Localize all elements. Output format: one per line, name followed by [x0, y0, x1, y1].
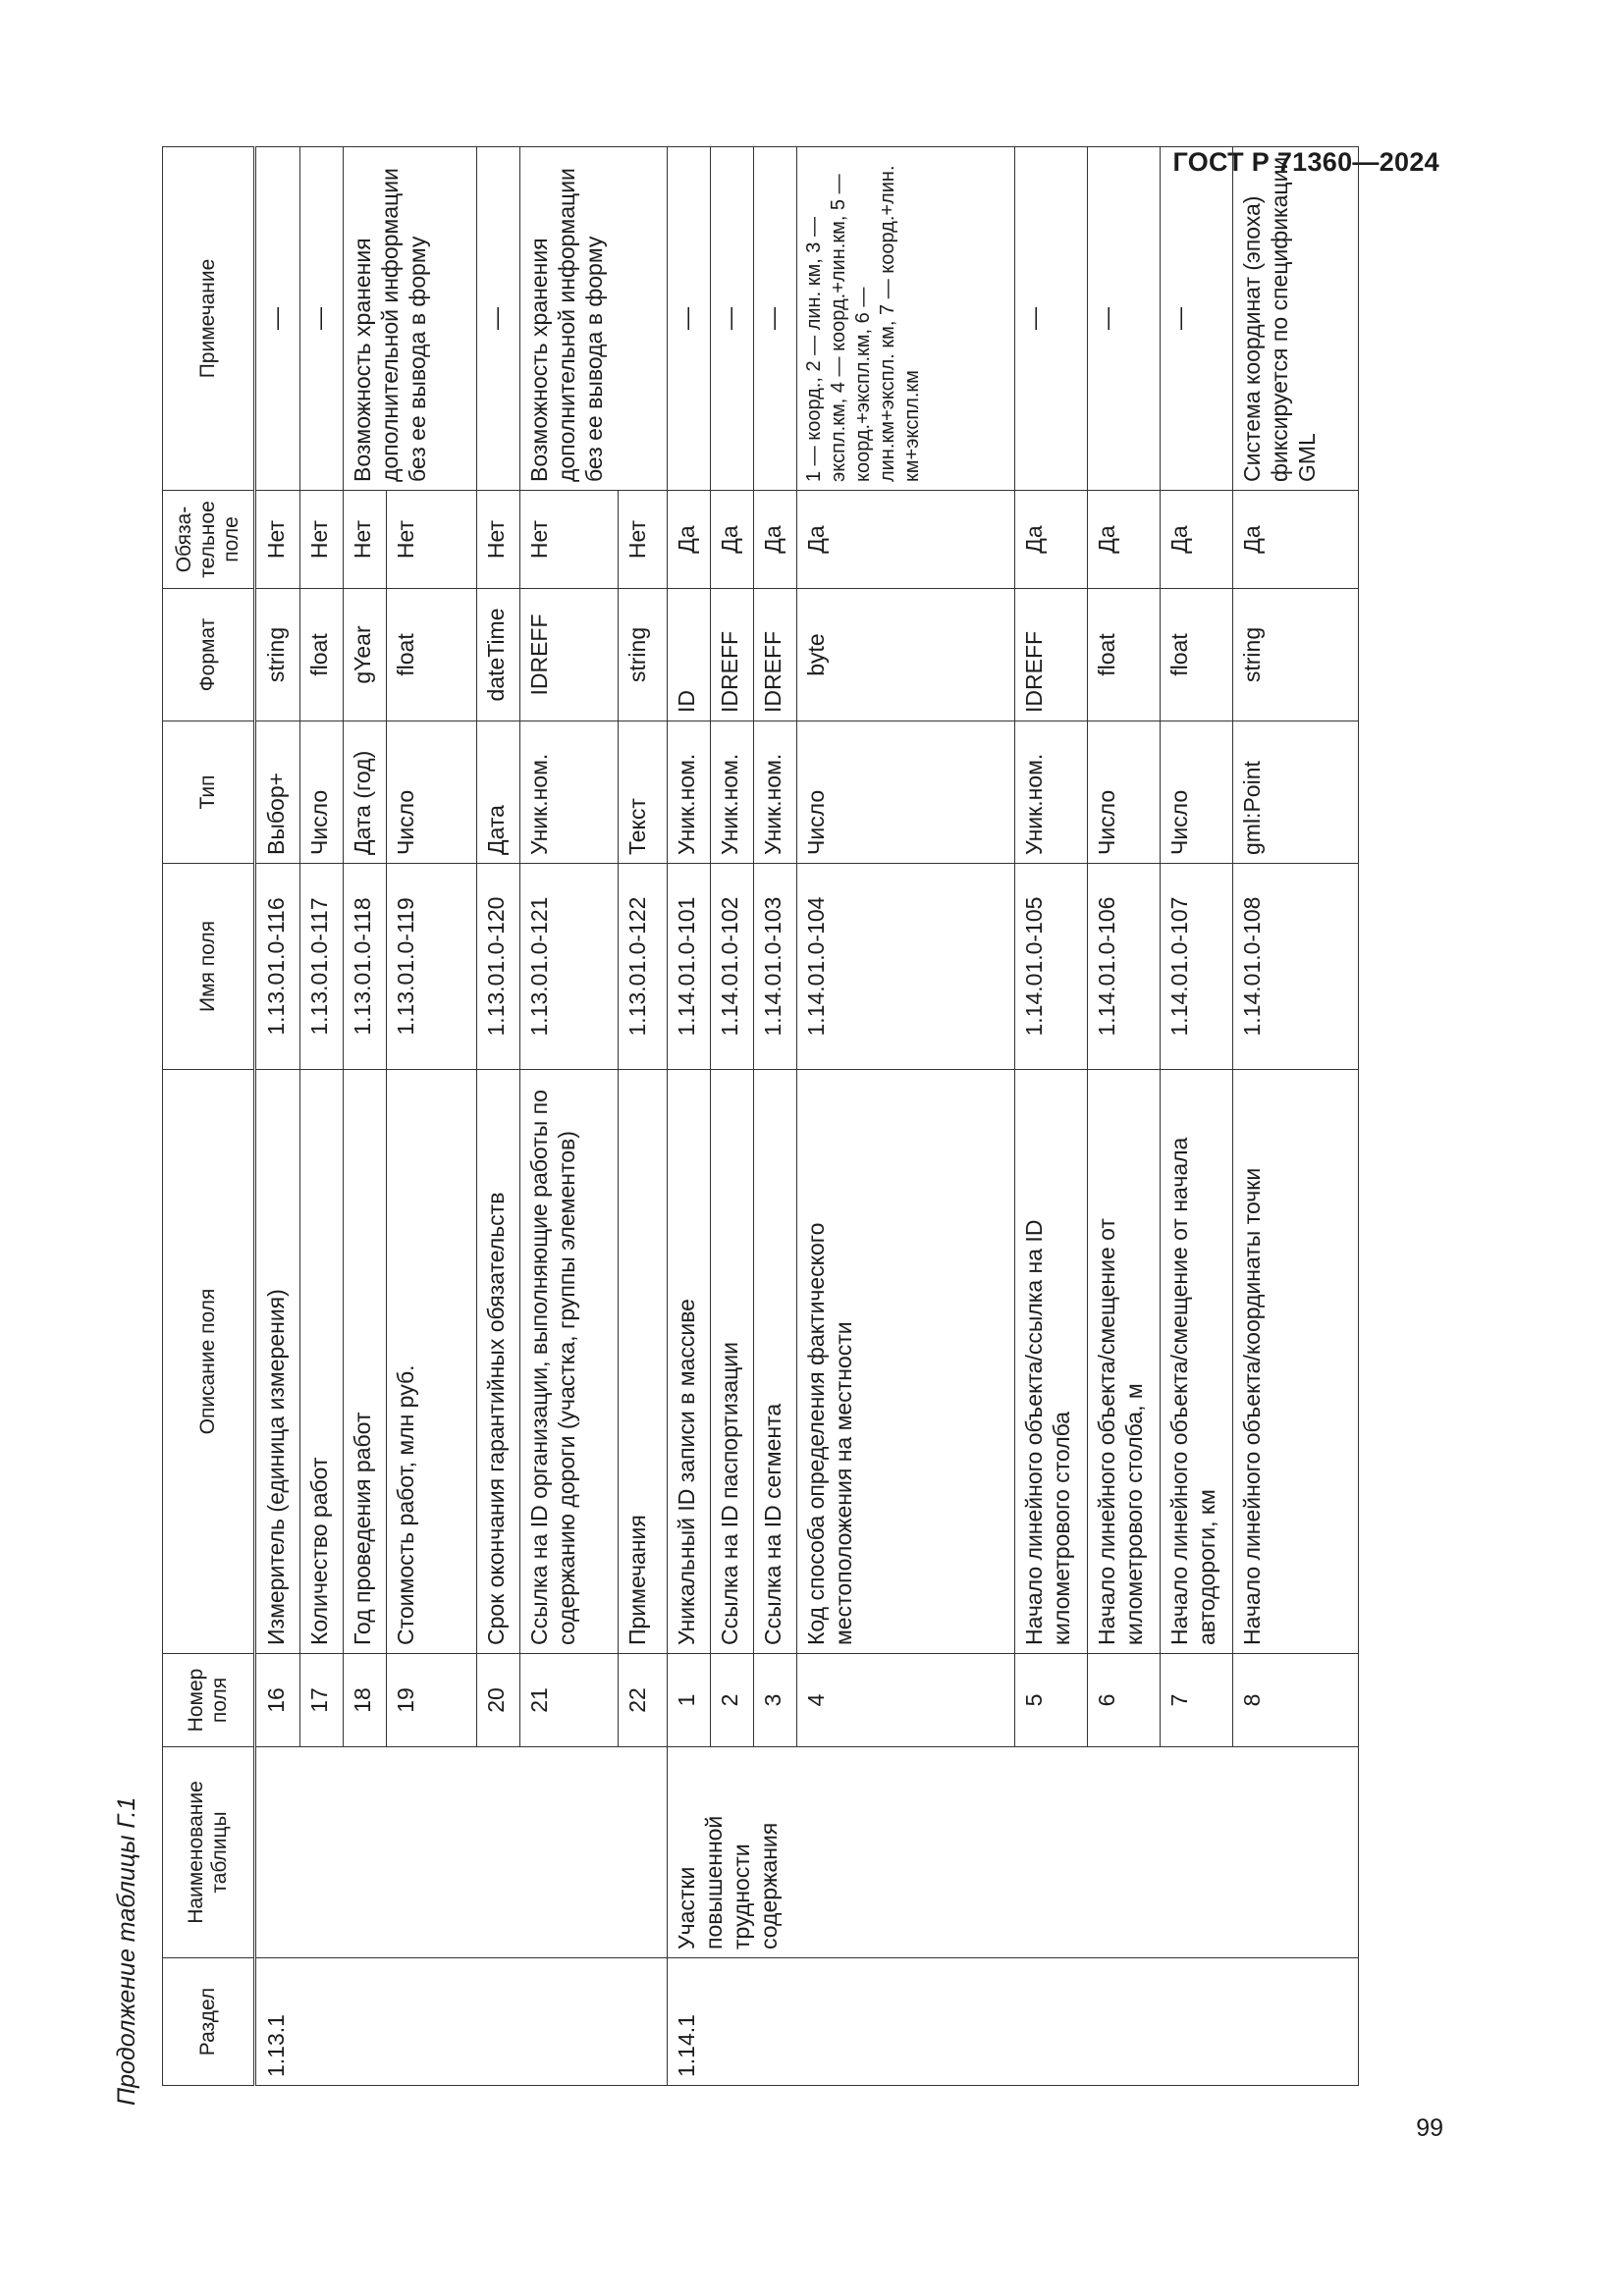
field-name-cell: 1.13.01.0-121: [520, 864, 619, 1070]
field-no-cell: 21: [520, 1654, 619, 1747]
field-no-cell: 17: [300, 1654, 344, 1747]
required-cell: Нет: [255, 491, 300, 589]
field-name-cell: 1.13.01.0-120: [477, 864, 520, 1070]
description-cell: Начало линейного объекта/ссылка на ID километрового столба: [1015, 1070, 1088, 1654]
required-cell: Нет: [619, 491, 668, 589]
required-cell: Да: [668, 491, 711, 589]
type-cell: Выбор+: [255, 721, 300, 864]
rotated-table-area: [113, 123, 1399, 2106]
field-name-cell: 1.13.01.0-117: [300, 864, 344, 1070]
field-no-cell: 19: [387, 1654, 477, 1747]
format-cell: IDREFF: [754, 589, 797, 721]
note-cell: —: [668, 147, 711, 491]
field-no-cell: 16: [255, 1654, 300, 1747]
field-name-cell: 1.13.01.0-122: [619, 864, 668, 1070]
type-cell: Число: [300, 721, 344, 864]
header-field-name: Имя поля: [163, 864, 255, 1070]
format-cell: gYear: [344, 589, 387, 721]
table-header-row: [163, 147, 255, 2086]
page-number: 99: [1416, 2114, 1443, 2142]
description-cell: Количество работ: [300, 1070, 344, 1654]
field-no-cell: 4: [797, 1654, 1015, 1747]
field-name-cell: 1.14.01.0-101: [668, 864, 711, 1070]
header-type: Тип: [163, 721, 255, 864]
section-cell: 1.14.1: [668, 1958, 1359, 2086]
description-cell: Измеритель (единица измерения): [255, 1070, 300, 1654]
field-no-cell: 3: [754, 1654, 797, 1747]
type-cell: Дата (год): [344, 721, 387, 864]
table-name-cell: [255, 1747, 668, 1958]
field-no-cell: 6: [1088, 1654, 1161, 1747]
field-name-cell: 1.14.01.0-107: [1161, 864, 1233, 1070]
header-section: Раздел: [163, 1958, 255, 2086]
header-note: Примечание: [163, 147, 255, 491]
field-name-cell: 1.14.01.0-106: [1088, 864, 1161, 1070]
description-cell: Начало линейного объекта/смещение от начала автодороги, км: [1161, 1070, 1233, 1654]
description-cell: Уникальный ID записи в массиве: [668, 1070, 711, 1654]
format-cell: float: [300, 589, 344, 721]
required-cell: Да: [754, 491, 797, 589]
field-no-cell: 7: [1161, 1654, 1233, 1747]
type-cell: Число: [387, 721, 477, 864]
note-cell: —: [300, 147, 344, 491]
field-no-cell: 22: [619, 1654, 668, 1747]
field-no-cell: 1: [668, 1654, 711, 1747]
format-cell: float: [1088, 589, 1161, 721]
description-cell: Начало линейного объекта/координаты точки: [1233, 1070, 1359, 1654]
format-cell: IDREFF: [1015, 589, 1088, 721]
field-name-cell: 1.13.01.0-119: [387, 864, 477, 1070]
continuation-caption: Продолжение таблицы Г.1: [113, 1796, 140, 2106]
field-name-cell: 1.14.01.0-104: [797, 864, 1015, 1070]
description-cell: Ссылка на ID сегмента: [754, 1070, 797, 1654]
type-cell: Число: [797, 721, 1015, 864]
required-cell: Нет: [477, 491, 520, 589]
field-name-cell: 1.13.01.0-116: [255, 864, 300, 1070]
note-cell: Возможность хранения дополнительной информации без ее вывода в форму: [344, 147, 477, 491]
format-cell: dateTime: [477, 589, 520, 721]
table-g1: [162, 146, 1359, 2086]
table-name-cell: Участки повышенной трудности содержания: [668, 1747, 1359, 1958]
field-no-cell: 2: [711, 1654, 754, 1747]
required-cell: Нет: [300, 491, 344, 589]
description-cell: Срок окончания гарантийных обязательств: [477, 1070, 520, 1654]
header-field-no: Номер поля: [163, 1654, 255, 1747]
header-format: Формат: [163, 589, 255, 721]
description-cell: Год проведения работ: [344, 1070, 387, 1654]
note-cell: —: [711, 147, 754, 491]
description-cell: Стоимость работ, млн руб.: [387, 1070, 477, 1654]
table-row: [255, 147, 300, 2086]
format-cell: string: [619, 589, 668, 721]
note-cell: —: [1015, 147, 1088, 491]
note-cell: —: [477, 147, 520, 491]
required-cell: Да: [1161, 491, 1233, 589]
field-no-cell: 18: [344, 1654, 387, 1747]
table-row: [668, 147, 711, 2086]
header-required: Обяза-тельное поле: [163, 491, 255, 589]
field-name-cell: 1.14.01.0-102: [711, 864, 754, 1070]
note-cell: Возможность хранения дополнительной информации без ее вывода в форму: [520, 147, 668, 491]
required-cell: Нет: [520, 491, 619, 589]
field-no-cell: 20: [477, 1654, 520, 1747]
type-cell: Число: [1088, 721, 1161, 864]
required-cell: Да: [797, 491, 1015, 589]
type-cell: Число: [1161, 721, 1233, 864]
format-cell: IDREFF: [520, 589, 619, 721]
format-cell: ID: [668, 589, 711, 721]
description-cell: Код способа определения фактического местоположения на местности: [797, 1070, 1015, 1654]
note-cell: Система координат (эпоха) фиксируется по спецификации GML: [1233, 147, 1359, 491]
required-cell: Да: [711, 491, 754, 589]
required-cell: Нет: [344, 491, 387, 589]
format-cell: string: [255, 589, 300, 721]
type-cell: Уник.ном.: [1015, 721, 1088, 864]
field-name-cell: 1.13.01.0-118: [344, 864, 387, 1070]
required-cell: Да: [1233, 491, 1359, 589]
description-cell: Примечания: [619, 1070, 668, 1654]
field-name-cell: 1.14.01.0-103: [754, 864, 797, 1070]
section-cell: 1.13.1: [255, 1958, 668, 2086]
header-description: Описание поля: [163, 1070, 255, 1654]
type-cell: Уник.ном.: [754, 721, 797, 864]
format-cell: float: [387, 589, 477, 721]
field-name-cell: 1.14.01.0-105: [1015, 864, 1088, 1070]
description-cell: Начало линейного объекта/смещение от километрового столба, м: [1088, 1070, 1161, 1654]
required-cell: Да: [1015, 491, 1088, 589]
format-cell: string: [1233, 589, 1359, 721]
note-cell: —: [754, 147, 797, 491]
field-name-cell: 1.14.01.0-108: [1233, 864, 1359, 1070]
field-no-cell: 8: [1233, 1654, 1359, 1747]
format-cell: byte: [797, 589, 1015, 721]
note-cell: —: [1088, 147, 1161, 491]
field-no-cell: 5: [1015, 1654, 1088, 1747]
note-cell: —: [255, 147, 300, 491]
type-cell: Дата: [477, 721, 520, 864]
note-cell: —: [1161, 147, 1233, 491]
required-cell: Нет: [387, 491, 477, 589]
type-cell: Текст: [619, 721, 668, 864]
description-cell: Ссылка на ID организации, выполняющие работы по содержанию дороги (участка, группы элементов): [520, 1070, 619, 1654]
required-cell: Да: [1088, 491, 1161, 589]
format-cell: float: [1161, 589, 1233, 721]
description-cell: Ссылка на ID паспортизации: [711, 1070, 754, 1654]
type-cell: Уник.ном.: [668, 721, 711, 864]
type-cell: Уник.ном.: [711, 721, 754, 864]
type-cell: Уник.ном.: [520, 721, 619, 864]
type-cell: gml:Point: [1233, 721, 1359, 864]
note-cell: 1 — коорд., 2 — лин. км, 3 — экспл.км, 4 — коорд.+лин.км, 5 — коорд.+экспл.км, 6 — лин.км+экспл. км, 7 — коорд.+лин. км+экспл.км: [797, 147, 1015, 491]
header-table-name: Наименование таблицы: [163, 1747, 255, 1958]
format-cell: IDREFF: [711, 589, 754, 721]
doc-code: ГОСТ Р 71360—2024: [1172, 147, 1439, 177]
